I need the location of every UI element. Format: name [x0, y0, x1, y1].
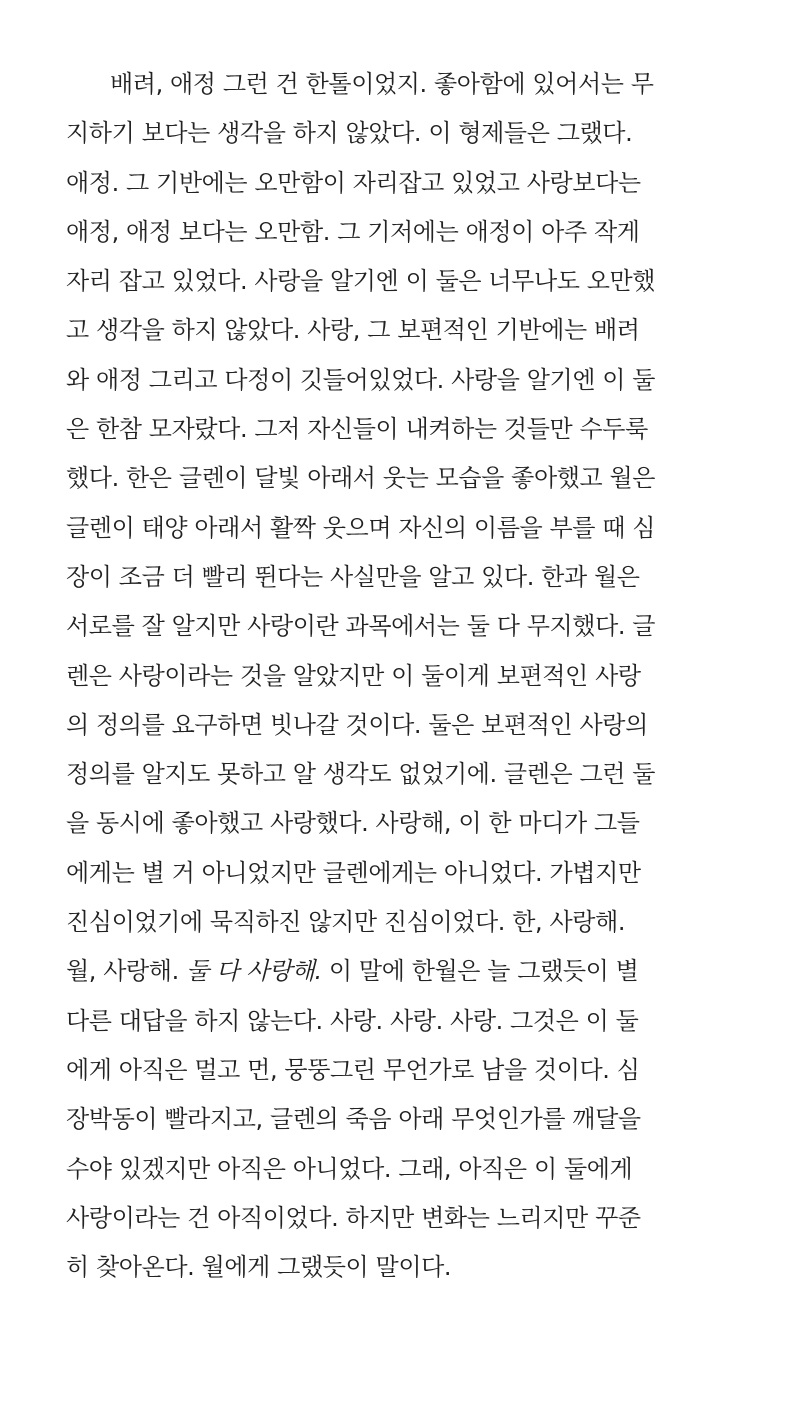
text-segment: 이 말에 한월은 늘 그랬듯이 별 [321, 957, 639, 986]
text-line: 배려, 애정 그런 건 한톨이었지. 좋아함에 있어서는 무 [110, 70, 654, 98]
text-line: 장이 조금 더 빨리 뛴다는 사실만을 알고 있다. 한과 월은 [66, 562, 640, 591]
text-line: 다른 대답을 하지 않는다. 사랑. 사랑. 사랑. 그것은 이 둘 [66, 1006, 639, 1035]
text-line: 은 한참 모자랐다. 그저 자신들이 내켜하는 것들만 수두룩 [66, 415, 648, 444]
italic-phrase: 둘 다 사랑해. [186, 957, 322, 986]
text-line: 했다. 한은 글렌이 달빛 아래서 웃는 모습을 좋아했고 월은 [66, 464, 656, 493]
text-line: 와 애정 그리고 다정이 깃들어있었다. 사랑을 알기엔 이 둘 [66, 365, 656, 394]
text-line: 의 정의를 요구하면 빗나갈 것이다. 둘은 보편적인 사랑의 [66, 710, 648, 739]
text-line: 애정, 애정 보다는 오만함. 그 기저에는 애정이 아주 작게 [66, 217, 640, 246]
text-line: 정의를 알지도 못하고 알 생각도 없었기에. 글렌은 그런 둘 [66, 760, 656, 789]
text-line: 히 찾아온다. 월에게 그랬듯이 말이다. [66, 1253, 452, 1282]
text-line: 에게 아직은 멀고 먼, 뭉뚱그린 무언가로 남을 것이다. 심 [66, 1055, 640, 1084]
text-line: 지하기 보다는 생각을 하지 않았다. 이 형제들은 그랬다. [66, 119, 633, 148]
text-line: 수야 있겠지만 아직은 아니었다. 그래, 아직은 이 둘에게 [66, 1154, 633, 1183]
text-line: 장박동이 빨라지고, 글렌의 죽음 아래 무엇인가를 깨달을 [66, 1105, 641, 1134]
text-line: 서로를 잘 알지만 사랑이란 과목에서는 둘 다 무지했다. 글 [66, 612, 656, 641]
text-line: 을 동시에 좋아했고 사랑했다. 사랑해, 이 한 마디가 그들 [66, 809, 640, 838]
document-body [66, 60, 741, 1292]
text-line: 렌은 사랑이라는 것을 알았지만 이 둘이게 보편적인 사랑 [66, 661, 641, 690]
text-line: 자리 잡고 있었다. 사랑을 알기엔 이 둘은 너무나도 오만했 [66, 267, 656, 296]
text-line: 에게는 별 거 아니었지만 글렌에게는 아니었다. 가볍지만 [66, 858, 641, 887]
text-line: 고 생각을 하지 않았다. 사랑, 그 보편적인 기반에는 배려 [66, 316, 640, 345]
text-line: 애정. 그 기반에는 오만함이 자리잡고 있었고 사랑보다는 [66, 168, 641, 197]
text-line: 진심이었기에 묵직하진 않지만 진심이었다. 한, 사랑해. [66, 908, 626, 937]
text-line-with-italic [66, 947, 741, 996]
text-line: 글렌이 태양 아래서 활짝 웃으며 자신의 이름을 부를 때 심 [66, 513, 656, 542]
text-line: 사랑이라는 건 아직이었다. 하지만 변화는 느리지만 꾸준 [66, 1203, 641, 1232]
text-segment: 월, 사랑해. [66, 957, 187, 986]
